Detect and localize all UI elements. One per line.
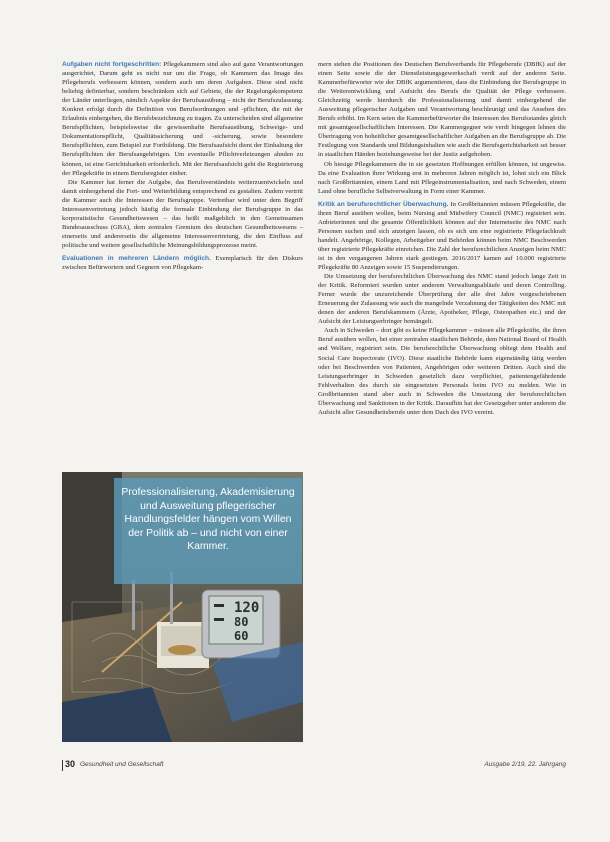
svg-text:120: 120 [234, 600, 260, 616]
paragraph [62, 60, 303, 178]
svg-text:60: 60 [234, 629, 249, 643]
right-column [318, 60, 566, 417]
magazine-name: Gesundheit und Gesellschaft [80, 761, 164, 768]
paragraph: Die Kammer hat ferner die Aufgabe, das Berufsverständnis weiterzuentwickeln und damit einhergehend die Fort- und Weiterbildung entsprechend zu gestalten. Zudem vertritt die Kammer auch die Interessen der Berufsgruppe. Vertretbar wird unter dem Begriff Interessenvertretung jedoch häufig die formale Einbindung der Berufsgruppe in das korporatistische Gesundheitswesen – das heißt maßgeblich in den Gemeinsamen Bundesausschuss (GBA), dem zentralen Gremium des deutschen Gesundheitswesens – einerseits und andererseits die allgemeine Interessenvertretung, die den Einfluss auf politische und weitere gesellschaftliche Meinungsbildungsprozesse meint. [62, 178, 303, 249]
page-footer [62, 759, 566, 771]
article-photo [62, 472, 303, 742]
paragraph [318, 200, 566, 272]
paragraph-text: In Großbritannien müssen Pflegekräfte, die ihren Beruf ausüben wollen, beim Nursing and Midwifery Council (NMC) registriert sein. Anbieterinnen und die gesamte Öffentlichkeit können auf der Internetseite des NMC nach Personen suchen und sich anzeigen lassen, ob es sich um eine registrierte Pflegefachkraft handelt. Angehörige, Kollegen, Arbeitgeber und Behörden können beim NMC Beschwerden über registrierte Pflegekräfte einreichen. Die Zahl der berufsrechtlichen Anzeigen beim NMC ist in den vergangenen Jahren stark gestiegen. 2016/2017 kamen auf 10.000 registrierte Pflegekräfte 80 Anzeigen sowie 15 Suspendierungen. [318, 200, 566, 272]
page-number: 30 [65, 759, 76, 769]
blood-pressure-monitor [202, 590, 280, 658]
issue-info: Ausgabe 2/19, 22. Jahrgang [484, 761, 566, 768]
paragraph [62, 254, 303, 272]
section-heading: Evaluationen in mehreren Ländern möglich. [62, 254, 211, 262]
svg-text:80: 80 [234, 615, 249, 629]
paragraph: Auch in Schweden – dort gibt es keine Pflegekammer – müssen alle Pflegekräfte, die ihren Beruf ausüben wollen, bei einer zentralen staatlichen Behörde, dem National Board of Health and Welfare, registriert sein. Die berufsrechtliche Überwachung obliegt dem Health and Social Care Inspectorate (IVO). Diese staatliche Behörde kann eigenständig tätig werden oder bei Beschwerden von Patienten, Angehörigen oder weiteren Dritten. Auch sind die Leistungserbringer in Schweden gesetzlich dazu verpflichtet, patientengefährdende Fehlverhalten des durch sie eingesetzten Personals beim IVO zu melden. Wie in Großbritannien stand aber auch in Schweden die Umsetzung der berufsrechtlichen Überwachung und Sanktionen in der Kritik. Daraufhin hat der Gesetzgeber unter anderem die Aufsicht aller Gesundheitsberufe unter dem Dach des IVO vereint. [318, 327, 566, 416]
paragraph: Ob hiesige Pflegekammern die in sie gesetzten Hoffnungen erfüllen können, ist ungewiss. Da eine Evaluation ihrer Wirkung erst in mehreren Jahren möglich ist, lohnt sich ein Blick nach Großbritannien, einem Land mit Pflegeinstrumentalisation, und nach Schweden, einem Land ohne berufliche Selbstverwaltung in Form einer Kammer. [318, 160, 566, 195]
left-column [62, 60, 303, 272]
paragraph: Die Umsetzung der berufsrechtlichen Überwachung des NMC stand jedoch lange Zeit in der Kritik. Reformiert wurden unter anderem Verwaltungsabläufe und deren Controlling. Ferner wurde die unzureichende Überprüfung der alle drei Jahre vorgeschriebenen Erneuerung der Zulassung wie auch die mangelnde Verzahnung der Tätigkeiten des NMC mit denen der anderen Berufskammern (Ärzte, Apotheker, Pflege, Osteopathen etc.) und der Aufsicht der Leistungserbringer bemängelt. [318, 273, 566, 326]
pull-quote: Professionalisierung, Akademisierung und Ausweitung pflegerischer Handlungsfelder hängen vom Willen der Politik ab – und nicht von einer Kammer. [114, 478, 302, 584]
section-heading: Kritik an berufsrechtlicher Überwachung. [318, 200, 449, 208]
paragraph: mern stehen die Positionen des Deutschen Berufsverbands für Pflegeberufe (DBfK) auf der einen Seite sowie die der Dienstleistungsgewerkschaft verdi auf der anderen Seite. Kammerbefürworter wie der DBfK argumentieren, dass die Einbindung der Berufsgruppe in die Weiterentwicklung und Aufsicht des Berufs die Qualität der Pflege verbessere. Gleichzeitig werde hierdurch die Professionalisierung und damit einhergehend die Ausweitung pflegerischer Aufgaben und Verantwortung beschleunigt und das Ansehen des Berufs erhöht. Im Kern seien die Kammerbefürworter die Interessen des Berufsstandes gleich mit gesamtgesellschaftlichen Interessen. Die Kammergegner wie verdi hingegen lehnen die Übertragung von hoheitlicher gesamtgesellschaftlicher Aufgaben an die Berufsgruppe ab. Die Festlegung von Standards und Bildungsinhalten wie auch die Berufsgerichtsbarkeit sei besser in staatlichen Händen beziehungsweise bei der Justiz aufgehoben. [318, 61, 566, 159]
paragraph-text: Exemplarisch für den Diskurs zwischen Befürwortern und Gegnern von Pflegekam- [62, 254, 303, 272]
section-heading: Aufgaben nicht fortgeschritten: [62, 61, 162, 68]
paragraph-text: Pflegekammern sind also auf ganz Verantwortungen ausgerichtet, Darum geht es nicht nur um die Frage, ob Kammern das Image des Pflegeberufs verbessern können, sondern auch um deren Aufgaben. Diese sind nicht beliebig definierbar, sondern beschränken sich auf Gebiete, die der Regelungskompetenz der Länder unterliegen, nämlich Aspekte der Berufsausübung – nicht der Berufszulassung. Konkret erfolgt durch die Definition von Berufsordnungen und -pflichten, die mit der Erlaubnis einhergehen, die Berufsbezeichnung zu tragen. Zu unterscheiden sind allgemeine Berufspflichten, beispielsweise die gewissenhafte Berufsausübung, Schweige- und Dokumentationspflicht, Qualitätssicherung und -sicherung, sowie besondere Berufspflichten, zum Beispiel zur Fortbildung. Die Berufsaufsicht dient der Einhaltung der Berufspflichten der Berufsangehörigen. Um eventuelle Pflichtverletzungen ahnden zu können, ist eine Gerichtsbarkeit erforderlich. Mit der Berufsaufsicht geht die Registrierung der Pflegekräfte in einem Berufsregister einher. [62, 61, 304, 177]
footer-rule [62, 760, 63, 771]
